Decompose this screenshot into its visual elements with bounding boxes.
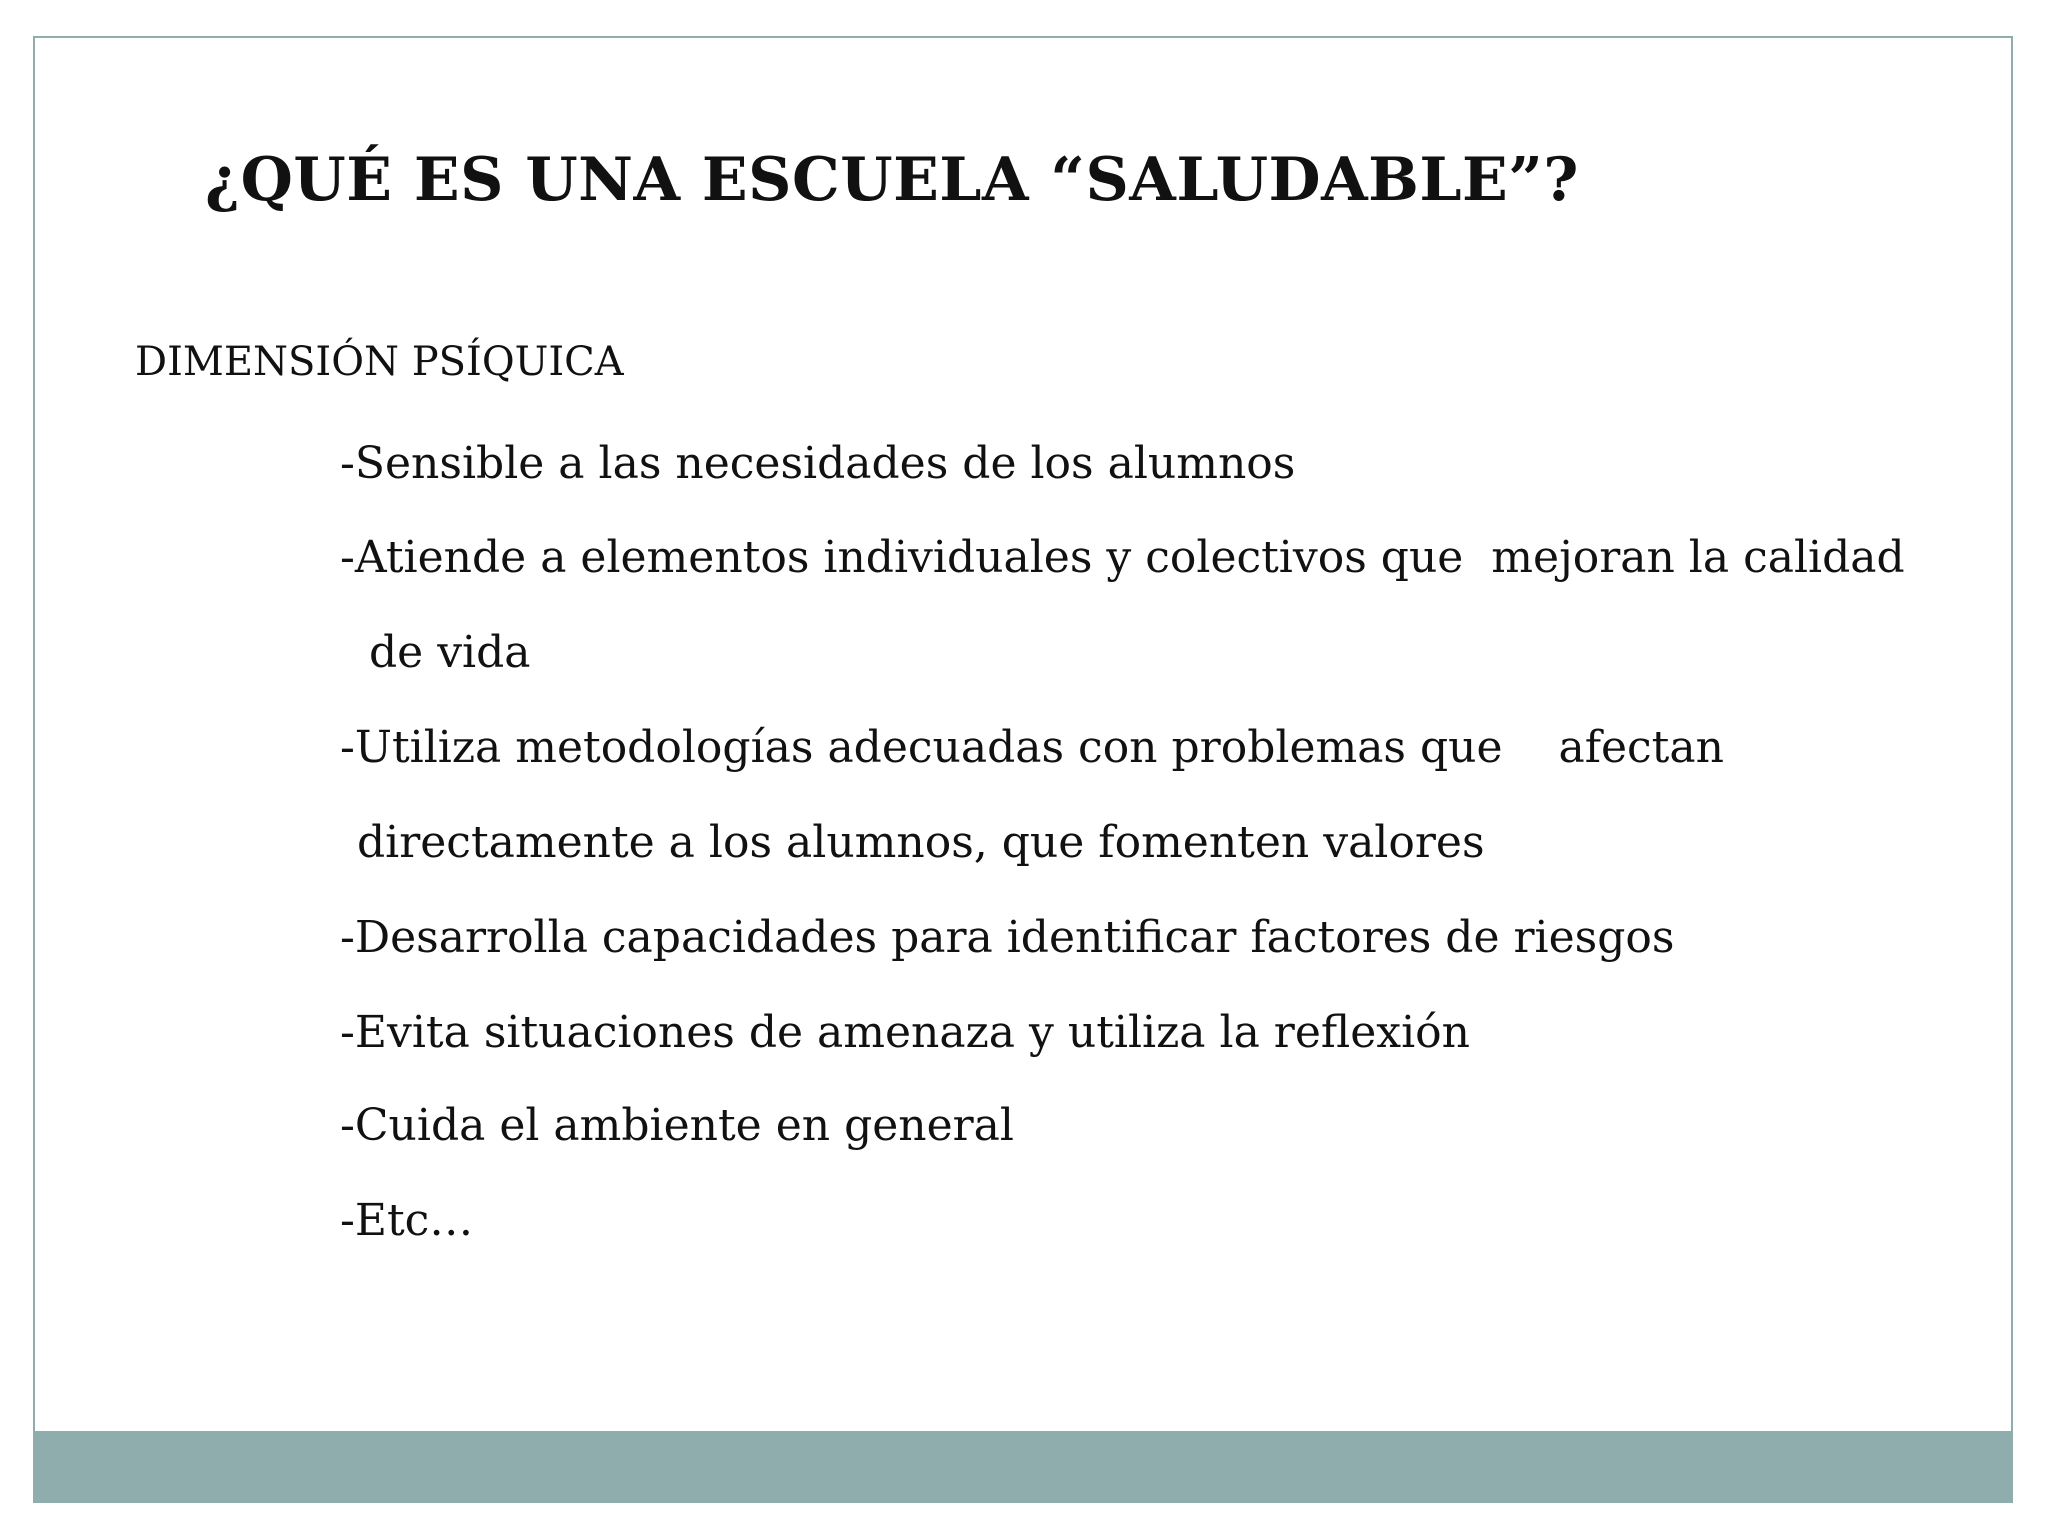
list-item: -Utiliza metodologías adecuadas con problemas que afectan bbox=[340, 722, 1724, 773]
list-item: -Sensible a las necesidades de los alumnos bbox=[340, 438, 1296, 489]
slide bbox=[33, 36, 2013, 1503]
list-item-continuation: directamente a los alumnos, que fomenten valores bbox=[357, 817, 1485, 868]
slide-title: ¿QUÉ ES UNA ESCUELA “SALUDABLE”? bbox=[205, 145, 1579, 215]
list-item: -Evita situaciones de amenaza y utiliza la reflexión bbox=[340, 1007, 1470, 1058]
section-heading: DIMENSIÓN PSÍQUICA bbox=[135, 339, 624, 385]
list-item: -Atiende a elementos individuales y colectivos que mejoran la calidad bbox=[340, 532, 1905, 583]
list-item: -Etc… bbox=[340, 1195, 474, 1246]
list-item-continuation: de vida bbox=[369, 627, 531, 678]
list-item: -Cuida el ambiente en general bbox=[340, 1100, 1014, 1151]
footer-accent-bar bbox=[35, 1431, 2011, 1501]
list-item: -Desarrolla capacidades para identificar factores de riesgos bbox=[340, 912, 1675, 963]
